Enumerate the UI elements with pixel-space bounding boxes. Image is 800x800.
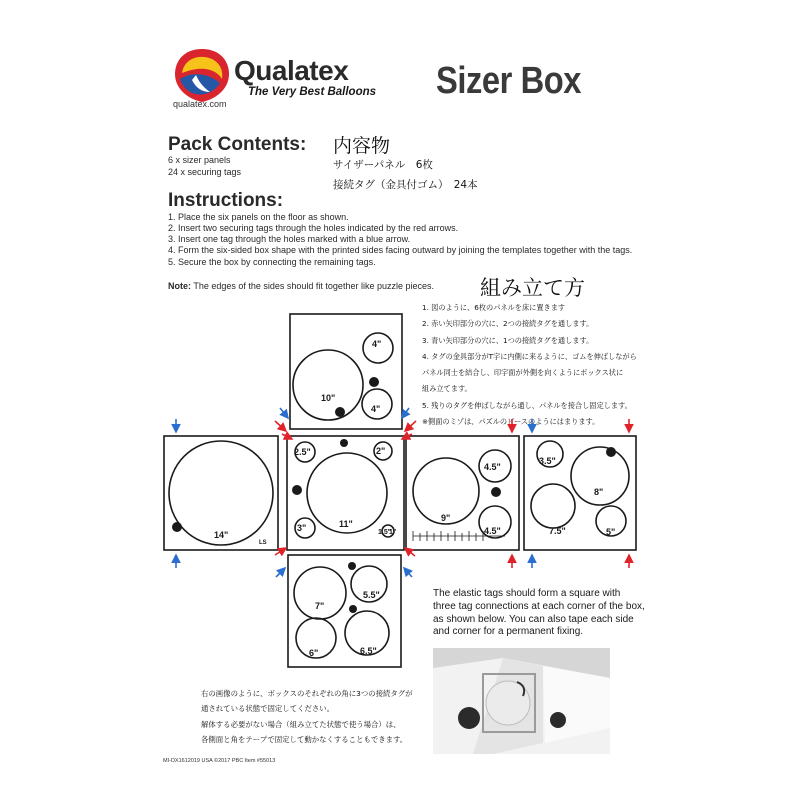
label-11in: 11" <box>339 519 353 529</box>
note-label: Note: <box>168 281 191 291</box>
pack-contents-heading-jp: 内容物 <box>333 135 391 157</box>
label-7-5in: 7.5" <box>549 526 566 536</box>
footer-code: MI-DX1612019 USA ©2017 PBC Item #55013 <box>163 758 276 764</box>
instruction-step-jp: 1. 図のように、6枚のパネルを床に置きます <box>422 303 566 312</box>
circle-10in <box>293 350 363 420</box>
caption-line-jp: 解体する必要がない場合（組み立てた状態で使う場合）は、 <box>201 719 401 729</box>
label-14in: 14" <box>214 530 229 540</box>
caption-line: and corner for a permanent fixing. <box>433 626 584 638</box>
brand-url: qualatex.com <box>173 99 227 109</box>
label-4-5in-a: 4.5" <box>484 462 501 472</box>
contents-item-jp: サイザーパネル 6枚 <box>333 159 433 171</box>
instruction-step-jp: 4. タグの金具部分がT字に内側に来るように、ゴムを伸ばしながら <box>422 351 637 361</box>
instruction-step: 3. Insert one tag through the holes marked with a blue arrow. <box>168 234 411 244</box>
panel-top <box>290 314 402 429</box>
brand-name: Qualatex <box>234 55 349 86</box>
label-4in-b: 4" <box>371 404 381 414</box>
instruction-step-jp: 2. 赤い矢印部分の穴に、2つの接続タグを通します。 <box>422 319 594 329</box>
caption-line-jp: 右の画像のように、ボックスのそれぞれの角に3つの接続タグが <box>201 689 413 698</box>
caption-line-jp: 通されている状態で固定してください。 <box>201 704 335 714</box>
instructions-heading: Instructions: <box>168 190 284 211</box>
label-9in: 9" <box>441 513 451 523</box>
label-5in: 5" <box>606 527 616 537</box>
instruction-step: 4. Form the six-sided box shape with the printed sides facing outward by joining the templates together with the tags. <box>168 245 633 255</box>
assembly-caption-jp <box>201 686 413 748</box>
caption-line: as shown below. You can also tape each side <box>433 613 634 625</box>
label-3in: 3" <box>297 523 307 533</box>
label-2in: 2" <box>376 446 386 456</box>
label-5-5in: 5.5" <box>363 590 380 600</box>
label-8in: 8" <box>594 487 604 497</box>
circle-7-5in <box>531 484 575 528</box>
assembly-caption <box>433 588 645 639</box>
label-ls: LS <box>259 540 267 546</box>
label-4-5in-b: 4.5" <box>484 526 501 536</box>
label-4in-a: 4" <box>372 339 382 349</box>
instruction-step-jp: 組み立てます。 <box>422 384 472 394</box>
label-3-5in: 3.5" <box>539 456 556 466</box>
contents-item: 6 x sizer panels <box>168 155 231 165</box>
label-2-5in: 2.5" <box>294 447 311 457</box>
panel-third <box>406 436 519 550</box>
instruction-step: 2. Insert two securing tags through the holes indicated by the red arrows. <box>168 223 459 233</box>
label-6in: 6" <box>309 648 319 658</box>
caption-line-jp: 各側面と角をテープで固定して動かなくすることもできます。 <box>201 735 408 745</box>
instruction-step: 1. Place the six panels on the floor as shown. <box>168 212 349 222</box>
contents-item: 24 x securing tags <box>168 167 242 177</box>
note-text: The edges of the sides should fit together like puzzle pieces. <box>193 281 434 291</box>
label-1-5in: 1.5" <box>378 529 392 536</box>
caption-line: The elastic tags should form a square with <box>433 588 621 599</box>
instruction-step-jp: パネル同士を結合し、印字面が外側を向くようにボックス状に <box>422 368 624 378</box>
caption-line: three tag connections at each corner of the box, <box>433 600 645 612</box>
instruction-step-jp: ※側面のミゾは、パズルのピースのようにはまります。 <box>422 417 600 427</box>
label-7in: 7" <box>315 601 325 611</box>
circle-7in <box>294 567 346 619</box>
assembled-corner-photo <box>433 648 610 754</box>
contents-item-jp: 接続タグ（金具付ゴム） 24本 <box>333 179 478 191</box>
label-1in: 1" <box>389 529 397 536</box>
instruction-step-jp: 5. 残りのタグを伸ばしながら通し、パネルを接合し固定します。 <box>422 400 632 410</box>
label-10in: 10" <box>321 393 336 403</box>
instruction-step-jp: 3. 青い矢印部分の穴に、1つの接続タグを通します。 <box>422 335 594 345</box>
pack-contents-heading: Pack Contents: <box>168 134 307 155</box>
instruction-step: 5. Secure the box by connecting the remaining tags. <box>168 257 376 267</box>
page-title: Sizer Box <box>436 60 582 102</box>
label-6-5in: 6.5" <box>360 646 377 656</box>
instructions-heading-jp: 組み立て方 <box>480 276 585 300</box>
brand-tagline: The Very Best Balloons <box>248 86 377 98</box>
